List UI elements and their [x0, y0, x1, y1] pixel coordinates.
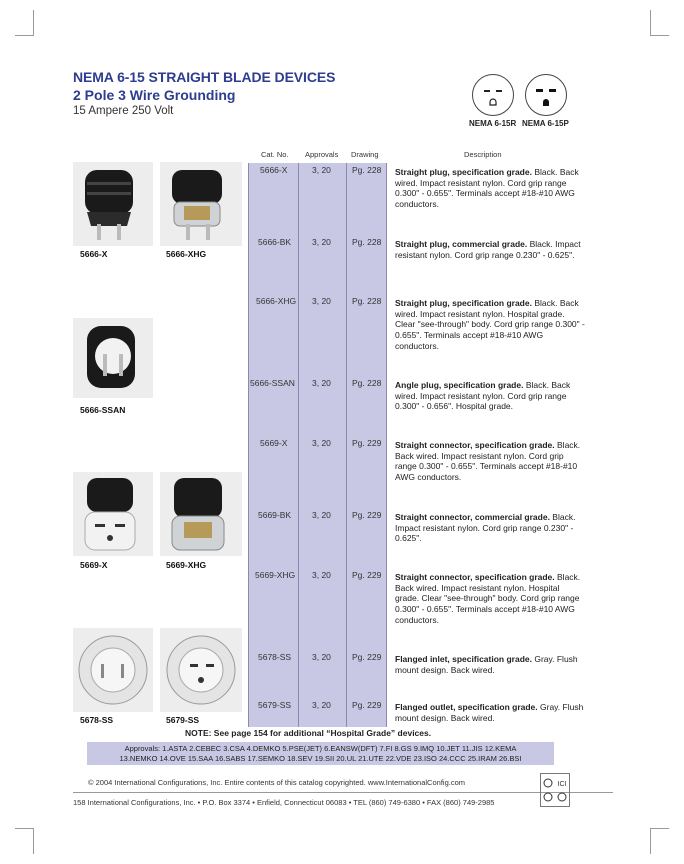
- approvals-value: 3, 20: [312, 438, 331, 448]
- description-body: Black. Back wired. Impact resistant nylon. Cord grip range 0.300" - 0.655". Terminals accept #18-#10 AWG conductors.: [395, 440, 581, 483]
- crop-mark: [651, 828, 669, 829]
- description-body: Gray. Flush mount design. Back wired.: [395, 702, 584, 723]
- description-body: Black. Back wired. Impact resistant nylon. Cord grip range 0.300" - 0.655". Terminals accept #18-#10 AWG conductors.: [395, 167, 579, 210]
- approvals-value: 3, 20: [312, 296, 331, 306]
- description-heading: Straight plug, specification grade.: [395, 298, 532, 308]
- page-title: NEMA 6-15 STRAIGHT BLADE DEVICES: [73, 69, 336, 85]
- photo-label: 5669-X: [80, 560, 108, 570]
- crop-mark: [650, 828, 651, 854]
- drawing-ref: Pg. 228: [352, 378, 382, 388]
- description-body: Black. Impact resistant nylon. Cord grip range 0.230" - 0.625".: [395, 239, 581, 260]
- column-divider: [248, 163, 249, 727]
- description: [395, 512, 585, 544]
- cat-no: 5666-X: [260, 165, 288, 175]
- drawing-ref: Pg. 229: [352, 510, 382, 520]
- description: [395, 167, 585, 210]
- product-photo-angle-plug: [73, 318, 153, 398]
- photo-label: 5669-XHG: [166, 560, 207, 570]
- description-body: Black. Back wired. Impact resistant nylon. Hospital grade. Clear "see-through" body. Cord grip range 0.300" - 0.655". Terminals accept #18-#10 AWG conductors.: [395, 298, 585, 351]
- cat-no: 5669-X: [260, 438, 288, 448]
- cat-no: 5678-SS: [258, 652, 292, 662]
- description: [395, 572, 585, 626]
- description: [395, 702, 585, 723]
- drawing-ref: Pg. 229: [352, 438, 382, 448]
- description: [395, 298, 585, 352]
- approvals-legend-line: Approvals: 1.ASTA 2.CEBEC 3.CSA 4.DEMKO 5.PSE(JET) 6.EANSW(DFT) 7.FI 8.GS 9.IMQ 10.JET 11.JIS 12.KEMA: [124, 744, 517, 753]
- nema-plug-label: NEMA 6-15P: [522, 119, 569, 128]
- footer-address: 158 International Configurations, Inc. • P.O. Box 3374 • Enfield, Connecticut 06083 • TEL (860) 749-6380 • FAX (860) 749-2985: [73, 798, 495, 807]
- description-body: Black. Back wired. Impact resistant nylon. Hospital grade. Clear "see-through" body. Cord grip range 0.300" - 0.655". Terminals accept #18-#10 AWG conductors.: [395, 572, 581, 625]
- product-photo-flanged-inlet: [73, 628, 153, 712]
- nema-plug-icon: [525, 74, 567, 116]
- description-heading: Straight connector, specification grade.: [395, 440, 555, 450]
- cat-no: 5679-SS: [258, 700, 292, 710]
- description: [395, 380, 585, 412]
- column-divider: [346, 163, 347, 727]
- description-heading: Angle plug, specification grade.: [395, 380, 524, 390]
- description-heading: Straight connector, specification grade.: [395, 572, 555, 582]
- approvals-legend: [87, 742, 554, 765]
- cat-no: 5669-BK: [258, 510, 292, 520]
- cat-no: 5669-XHG: [255, 570, 296, 580]
- photo-label: 5679-SS: [166, 715, 200, 725]
- crop-mark: [33, 10, 34, 36]
- description-body: Black. Impact resistant nylon. Cord grip range 0.230" - 0.625".: [395, 512, 576, 544]
- approvals-value: 3, 20: [312, 510, 331, 520]
- cat-no: 5666-SSAN: [250, 378, 295, 388]
- description-heading: Flanged inlet, specification grade.: [395, 654, 532, 664]
- drawing-ref: Pg. 229: [352, 700, 382, 710]
- hospital-grade-note: NOTE: See page 154 for additional “Hospital Grade” devices.: [185, 728, 432, 738]
- ici-logo-text: ICI: [557, 781, 567, 788]
- drawing-ref: Pg. 228: [352, 165, 382, 175]
- footer-divider: [73, 792, 613, 793]
- nema-receptacle-icon: [472, 74, 514, 116]
- description-heading: Straight plug, specification grade.: [395, 167, 532, 177]
- approvals-value: 3, 20: [312, 570, 331, 580]
- page-subtitle: 2 Pole 3 Wire Grounding: [73, 87, 236, 103]
- cat-no: 5666-XHG: [256, 296, 297, 306]
- cat-no: 5666-BK: [258, 237, 292, 247]
- description-body: Gray. Flush mount design. Back wired.: [395, 654, 578, 675]
- product-photo-straight-plug: [73, 162, 153, 246]
- column-divider: [298, 163, 299, 727]
- photo-label: 5666-SSAN: [80, 405, 126, 415]
- approvals-legend-line: 13.NEMKO 14.OVE 15.SAA 16.SABS 17.SEMKO 18.SEV 19.SII 20.UL 21.UTE 22.VDE 23.ISO 24.CCC 25.IRAM 26.BSI: [119, 754, 522, 763]
- product-photo-clear-plug: [160, 162, 242, 246]
- crop-mark: [651, 35, 669, 36]
- description-heading: Straight connector, commercial grade.: [395, 512, 550, 522]
- crop-mark: [33, 828, 34, 854]
- product-photo-clear-connector: [160, 472, 242, 556]
- column-header-cat-no: Cat. No.: [261, 150, 289, 159]
- crop-mark: [650, 10, 651, 36]
- description-heading: Straight plug, commercial grade.: [395, 239, 528, 249]
- drawing-ref: Pg. 229: [352, 570, 382, 580]
- column-header-description: Description: [464, 150, 502, 159]
- description: [395, 440, 585, 483]
- description-body: Black. Back wired. Impact resistant nylon. Cord grip range 0.300" - 0.656". Hospital grade.: [395, 380, 571, 412]
- description-heading: Flanged outlet, specification grade.: [395, 702, 538, 712]
- rating-text: 15 Ampere 250 Volt: [73, 105, 174, 117]
- approvals-value: 3, 20: [312, 652, 331, 662]
- copyright-text: © 2004 International Configurations, Inc. Entire contents of this catalog copyrighted. www.InternationalConfig.com: [88, 778, 465, 787]
- drawing-ref: Pg. 229: [352, 652, 382, 662]
- drawing-ref: Pg. 228: [352, 237, 382, 247]
- column-header-approvals: Approvals: [305, 150, 339, 159]
- nema-receptacle-label: NEMA 6-15R: [469, 119, 517, 128]
- photo-label: 5666-XHG: [166, 249, 207, 259]
- approvals-value: 3, 20: [312, 165, 331, 175]
- column-header-drawing: Drawing: [351, 150, 379, 159]
- photo-label: 5666-X: [80, 249, 108, 259]
- column-divider: [386, 163, 387, 727]
- crop-mark: [15, 828, 33, 829]
- drawing-ref: Pg. 228: [352, 296, 382, 306]
- crop-mark: [15, 35, 33, 36]
- description: [395, 654, 585, 675]
- product-photo-flanged-outlet: [160, 628, 242, 712]
- description: [395, 239, 585, 260]
- photo-label: 5678-SS: [80, 715, 114, 725]
- approvals-value: 3, 20: [312, 700, 331, 710]
- approvals-value: 3, 20: [312, 378, 331, 388]
- ici-logo: [540, 773, 570, 807]
- approvals-value: 3, 20: [312, 237, 331, 247]
- product-photo-connector: [73, 472, 153, 556]
